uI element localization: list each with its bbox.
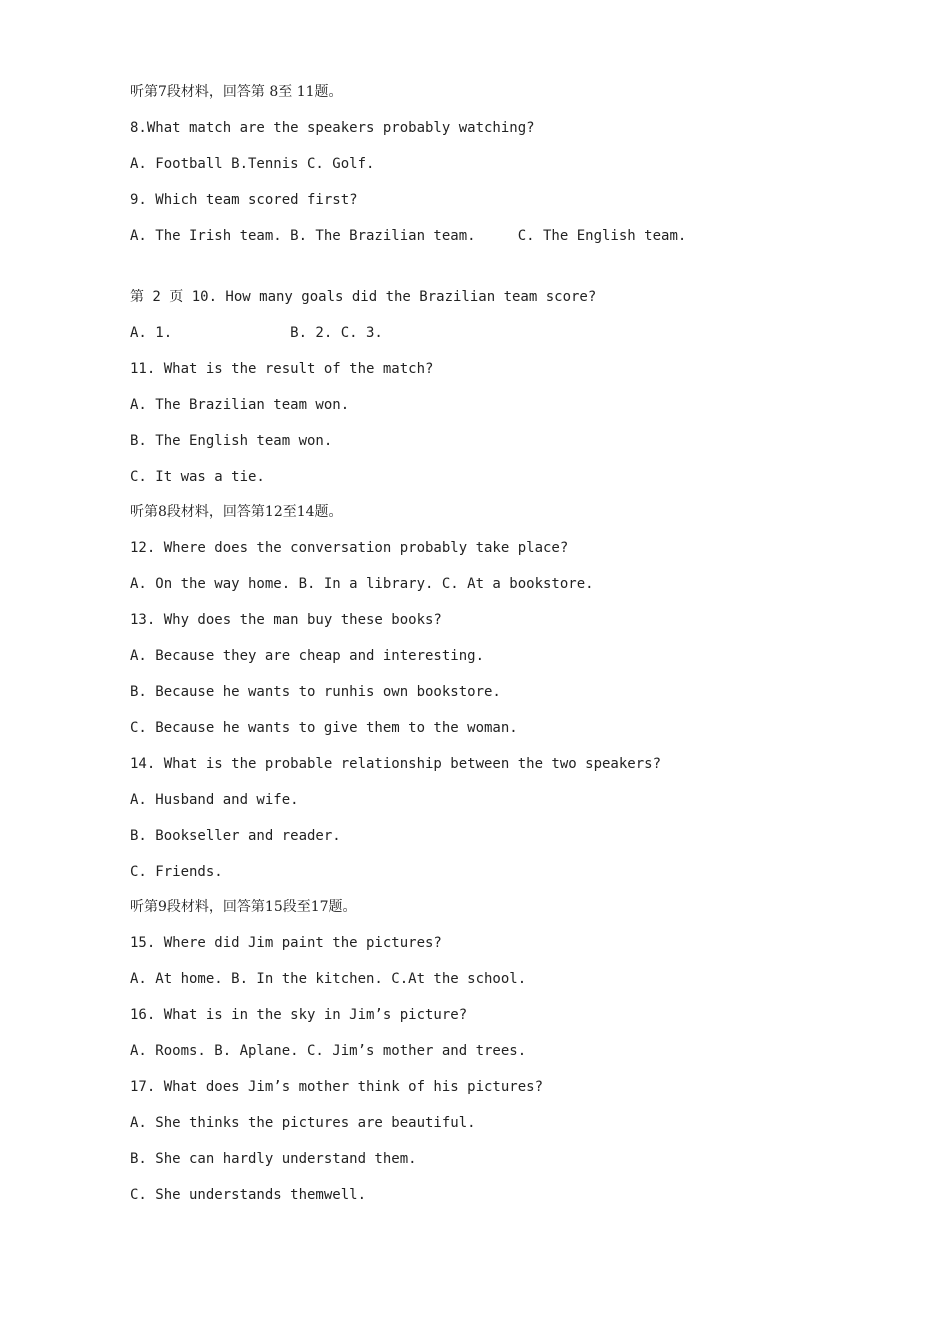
question-9-options: A. The Irish team. B. The Brazilian team. C. The English team.	[130, 228, 687, 244]
section-instruction-8: 听第8段材料，回答第12至14题。	[130, 504, 343, 520]
question-11-option-c: C. It was a tie.	[130, 469, 265, 485]
section-instruction-7: 听第7段材料，回答第 8至 11题。	[130, 84, 343, 100]
question-14-option-b: B. Bookseller and reader.	[130, 828, 341, 844]
question-10-with-page-marker: 第 2 页 10. How many goals did the Brazilian team score?	[130, 289, 597, 305]
question-13-option-b: B. Because he wants to runhis own bookstore.	[130, 684, 501, 700]
question-13: 13. Why does the man buy these books?	[130, 612, 442, 628]
question-13-option-c: C. Because he wants to give them to the woman.	[130, 720, 518, 736]
question-17-option-c: C. She understands themwell.	[130, 1187, 367, 1203]
question-14-option-a: A. Husband and wife.	[130, 792, 299, 808]
question-17-option-b: B. She can hardly understand them.	[130, 1151, 417, 1167]
question-11: 11. What is the result of the match?	[130, 361, 434, 377]
question-12: 12. Where does the conversation probably take place?	[130, 540, 569, 556]
question-14-option-c: C. Friends.	[130, 864, 223, 880]
question-15-options: A. At home. B. In the kitchen. C.At the school.	[130, 971, 527, 987]
question-17: 17. What does Jim’s mother think of his pictures?	[130, 1079, 544, 1095]
question-10-options: A. 1. B. 2. C. 3.	[130, 325, 383, 341]
question-12-options: A. On the way home. B. In a library. C. At a bookstore.	[130, 576, 594, 592]
question-9: 9. Which team scored first?	[130, 192, 358, 208]
question-8-options: A. Football B.Tennis C. Golf.	[130, 156, 375, 172]
question-11-option-b: B. The English team won.	[130, 433, 333, 449]
question-16: 16. What is in the sky in Jim’s picture?	[130, 1007, 468, 1023]
question-15: 15. Where did Jim paint the pictures?	[130, 935, 442, 951]
section-instruction-9: 听第9段材料，回答第15段至17题。	[130, 899, 357, 915]
question-8: 8.What match are the speakers probably watching?	[130, 120, 535, 136]
question-11-option-a: A. The Brazilian team won.	[130, 397, 350, 413]
question-17-option-a: A. She thinks the pictures are beautiful.	[130, 1115, 476, 1131]
question-16-options: A. Rooms. B. Aplane. C. Jim’s mother and trees.	[130, 1043, 527, 1059]
question-14: 14. What is the probable relationship between the two speakers?	[130, 756, 662, 772]
question-13-option-a: A. Because they are cheap and interesting.	[130, 648, 485, 664]
